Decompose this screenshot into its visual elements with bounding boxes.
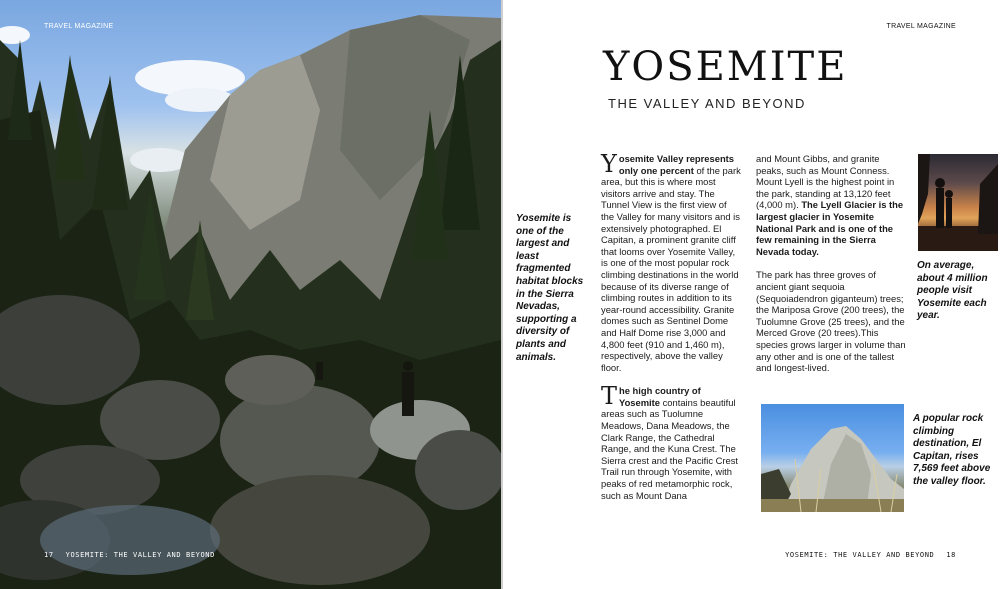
side-note-el-capitan: A popular rock climbing destination, El Capitan, rises 7,569 feet above the valley floor.: [913, 413, 991, 487]
running-title-left: YOSEMITE: THE VALLEY AND BEYOND: [65, 551, 215, 559]
page-number-right: 18: [946, 551, 956, 559]
paragraph: [756, 269, 906, 373]
drop-cap: Y: [601, 150, 617, 178]
sunset-hikers-photo: [918, 154, 998, 251]
article-title: YOSEMITE: [603, 44, 848, 90]
lead-bold: he high country of Yosemite: [619, 385, 701, 408]
magazine-label-left: TRAVEL MAGAZINE: [44, 23, 114, 30]
drop-cap: T: [601, 382, 618, 411]
side-note-habitat: Yosemite is one of the largest and least fragmented habitat blocks in the Sierra Nevadas, supporting a diversity of plants and animals.: [516, 213, 584, 363]
footer-left: [44, 551, 227, 559]
paragraph-text: of the park area, but this is where most visitors arrive and stay. The Tunnel View is the first view of the Valley for many visitors and is extensively photographed. El Capitan, a prominent granite cliff that looms over Yosemite Valley, is one of the most popular rock climbing destinations in the world because of its diverse range of climbing routes in addition to its year-round accessibility. Granite domes such as Sentinel Dome and Half Dome rise 3,000 and 4,800 feet (910 and 1,460 m), respectively, above the valley floor.: [601, 164, 741, 373]
lead-bold: osemite Valley represents only one percent: [618, 153, 735, 176]
paragraph: [756, 153, 906, 257]
page-number-left: 17: [44, 551, 54, 559]
el-capitan-photo: [761, 404, 904, 512]
article-subtitle: THE VALLEY AND BEYOND: [608, 96, 806, 111]
paragraph-text: The park has three groves of ancient giant sequoia (Sequoiadendron giganteum) trees; the Mariposa Grove (200 trees), the Tuolumne Grove (25 trees), and the Merced Grove (20 trees).This species grows larger in volume than any other and is one of the tallest and longest-lived.: [756, 269, 906, 374]
paragraph-text: and Mount Gibbs, and granite peaks, such as Mount Conness. Mount Lyell is the highest point in the park, standing at 13,120 feet (4,000 m).: [756, 153, 895, 211]
body-column-1: [601, 150, 741, 513]
side-note-visitors: On average, about 4 million people visit Yosemite each year.: [917, 260, 988, 322]
paragraph: [601, 382, 741, 501]
highlight-bold: The Lyell Glacier is the largest glacier in Yosemite National Park and is one of the few remaining in the Sierra Nevada today.: [756, 199, 904, 257]
body-column-2: [756, 153, 906, 386]
magazine-label-right: TRAVEL MAGAZINE: [886, 23, 956, 30]
paragraph: [601, 150, 741, 373]
running-title-right: YOSEMITE: THE VALLEY AND BEYOND: [785, 551, 935, 559]
footer-right: [773, 551, 956, 559]
paragraph-text: contains beautiful areas such as Tuolumne Meadows, Dana Meadows, the Clark Range, the Cathedral Range, and the Kuna Crest. The Sierra crest and the Pacific Crest Trail run through Yosemite, with peaks of red metamorphic rock, such as Mount Dana: [601, 396, 739, 501]
